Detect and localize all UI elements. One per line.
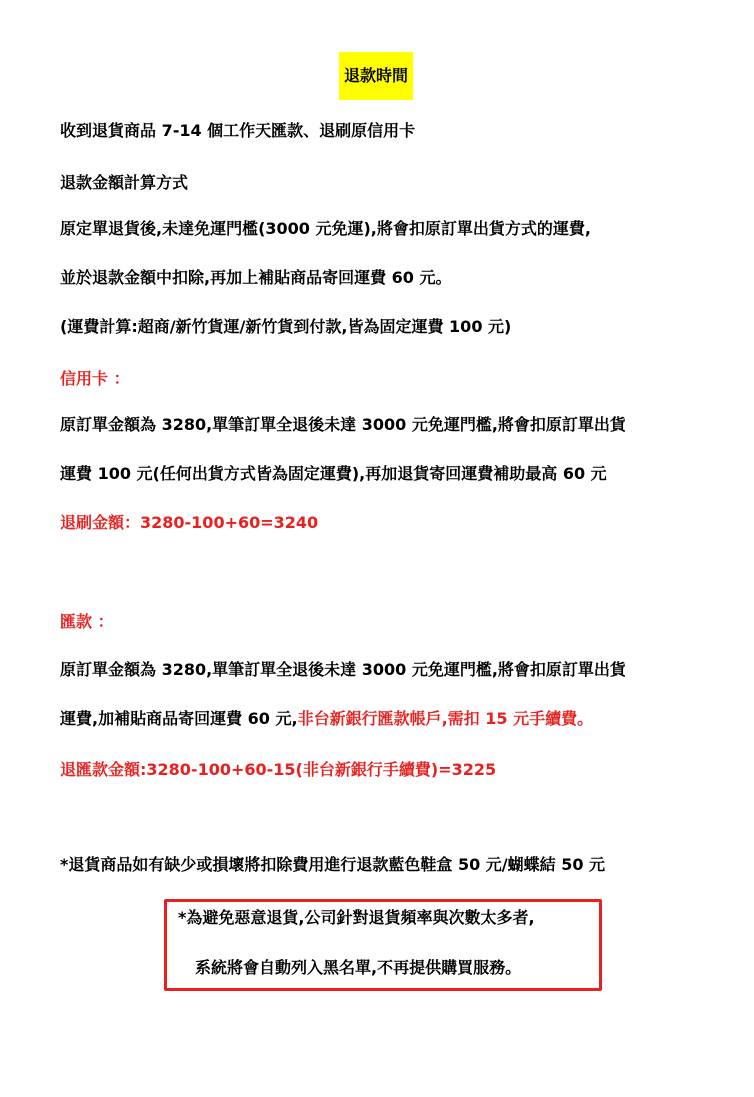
page-title: 退款時間 [339, 52, 413, 100]
credit-card-line-1: 原訂單金額為 3280,單筆訂單全退後未達 3000 元免運門檻,將會扣原訂單出貨 [60, 415, 626, 434]
remittance-line-1: 原訂單金額為 3280,單筆訂單全退後未達 3000 元免運門檻,將會扣原訂單出貨 [60, 660, 626, 679]
refund-time-text: 收到退貨商品 7-14 個工作天匯款、退刷原信用卡 [60, 121, 416, 140]
notice-line-2: 系統將會自動列入黑名單,不再提供購買服務。 [195, 958, 522, 977]
remittance-line-2-text: 運費,加補貼商品寄回運費 60 元, [60, 709, 298, 728]
blacklist-notice-box [164, 899, 602, 991]
remittance-heading: 匯款 ： [60, 612, 114, 631]
credit-card-refund-amount: 退刷金額：3280-100+60=3240 [60, 513, 319, 532]
credit-card-heading: 信用卡 ： [60, 369, 130, 388]
notice-line-1: *為避免惡意退貨,公司針對退貨頻率與次數太多者, [178, 908, 535, 927]
credit-card-line-2: 運費 100 元(任何出貨方式皆為固定運費),再加退貨寄回運費補助最高 60 元 [60, 464, 607, 483]
damage-note: *退貨商品如有缺少或損壞將扣除費用進行退款藍色鞋盒 50 元/蝴蝶結 50 元 [60, 855, 606, 874]
rule-line-2: 並於退款金額中扣除,再加上補貼商品寄回運費 60 元。 [60, 268, 452, 287]
remittance-refund-amount: 退匯款金額:3280-100+60-15(非台新銀行手續費)=3225 [60, 760, 497, 779]
calc-heading: 退款金額計算方式 [60, 173, 189, 192]
remittance-fee-warning: 非台新銀行匯款帳戶,需扣 15 元手續費。 [297, 709, 594, 728]
remittance-line-2 [60, 709, 593, 729]
rule-line-3: (運費計算:超商/新竹貨運/新竹貨到付款,皆為固定運費 100 元) [60, 317, 512, 336]
rule-line-1: 原定單退貨後,未達免運門檻(3000 元免運),將會扣原訂單出貨方式的運費, [60, 219, 591, 238]
